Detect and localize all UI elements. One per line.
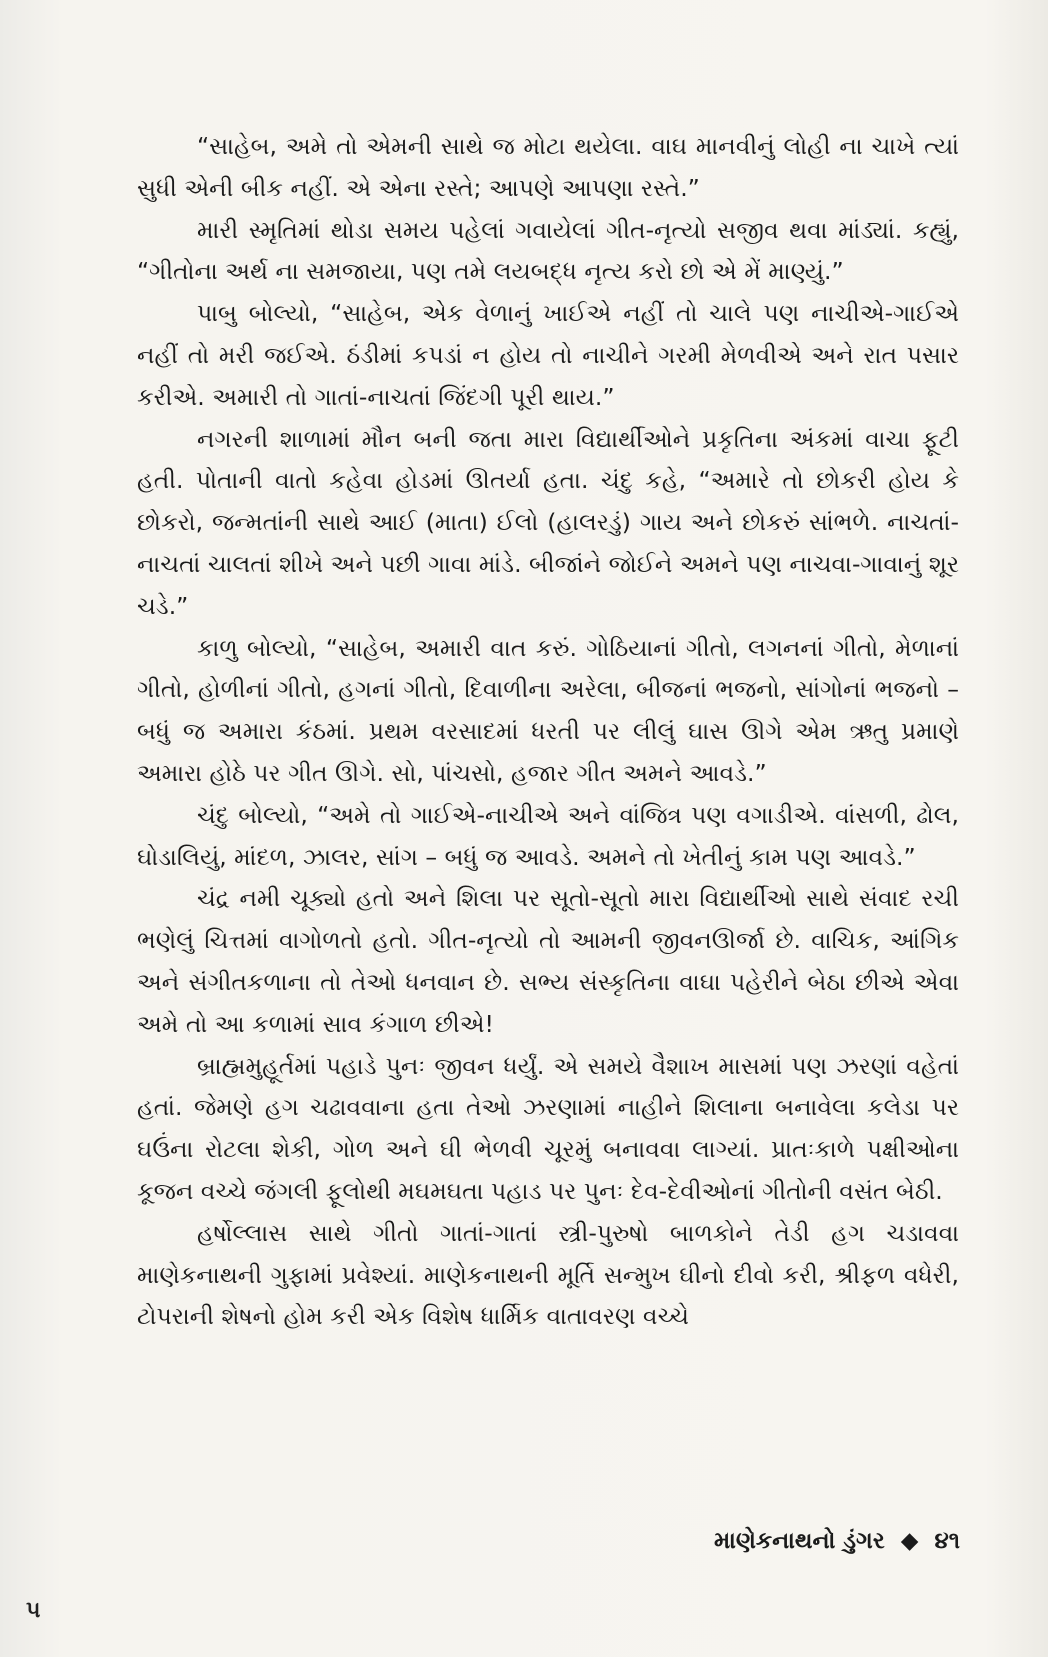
page-number: ૪૧ bbox=[934, 1528, 960, 1554]
paragraph: પાબુ બોલ્યો, “સાહેબ, એક વેળાનું ખાઈએ નહીં તો ચાલે પણ નાચીએ-ગાઈએ નહીં તો મરી જઈએ. ઠંડીમાં કપડાં ન હોય તો નાચીને ગરમી મેળવીએ અને રાત પસાર કરીએ. અમારી તો ગાતાં-નાચતાં જિંદગી પૂરી થાય.” bbox=[137, 299, 959, 411]
paragraph: ચંદુ બોલ્યો, “અમે તો ગાઈએ-નાચીએ અને વાંજિત્ર પણ વગાડીએ. વાંસળી, ઢોલ, ઘોડાલિયું, માંદળ, ઝાલર, સાંગ – બધું જ આવડે. અમને તો ખેતીનું કામ પણ આવડે.” bbox=[137, 800, 959, 871]
paragraph: મારી સ્મૃતિમાં થોડા સમય પહેલાં ગવાયેલાં ગીત-નૃત્યો સજીવ થવા માંડ્યાં. કહ્યું, “ગીતોના અર્થ ના સમજાયા, પણ તમે લયબદ્ધ નૃત્ય કરો છો એ મેં માણ્યું.” bbox=[137, 215, 959, 286]
paragraph: “સાહેબ, અમે તો એમની સાથે જ મોટા થયેલા. વાઘ માનવીનું લોહી ના ચાખે ત્યાં સુધી એની બીક નહીં. એ એના રસ્તે; આપણે આપણા રસ્તે.” bbox=[137, 132, 959, 202]
paragraph: હર્ષોલ્લાસ સાથે ગીતો ગાતાં-ગાતાં સ્ત્રી-પુરુષો બાળકોને તેડી હગ ચડાવવા માણેકનાથની ગુફામાં પ્રવેશ્યાં. માણેકનાથની મૂર્તિ સન્મુખ ઘીનો દીવો કરી, શ્રીફળ વધેરી, ટોપરાની શેષનો હોમ કરી એક વિશેષ ધાર્મિક વાતાવરણ વચ્ચે bbox=[137, 1218, 959, 1331]
body-text bbox=[137, 126, 959, 1338]
signature-mark: ૫ bbox=[26, 1598, 41, 1623]
paragraph: નગરની શાળામાં મૌન બની જતા મારા વિદ્યાર્થીઓને પ્રકૃતિના અંકમાં વાચા ફૂટી હતી. પોતાની વાતો કહેવા હોડમાં ઊતર્યા હતા. ચંદુ કહે, “અમારે તો છોકરી હોય કે છોકરો, જન્મતાંની સાથે આઈ (માતા) ઈલો (હાલરડું) ગાય અને છોકરું સાંભળે. નાચતાં-નાચતાં ચાલતાં શીખે અને પછી ગાવા માંડે. બીજાંને જોઈને અમને પણ નાચવા-ગાવાનું શૂર ચડે.” bbox=[137, 424, 959, 620]
paragraph: કાળુ બોલ્યો, “સાહેબ, અમારી વાત કરું. ગોઠિયાનાં ગીતો, લગનનાં ગીતો, મેળાનાં ગીતો, હોળીનાં ગીતો, હગનાં ગીતો, દિવાળીના અરેલા, બીજનાં ભજનો, સાંગોનાં ભજનો – બધું જ અમારા કંઠમાં. પ્રથમ વરસાદમાં ધરતી પર લીલું ઘાસ ઊગે એમ ઋતુ પ્રમાણે અમારા હોઠે પર ગીત ઊગે. સો, પાંચસો, હજાર ગીત અમને આવડે.” bbox=[137, 633, 959, 787]
chapter-title: માણેકનાથનો ડુંગર bbox=[713, 1528, 885, 1554]
paragraph: બ્રાહ્મમુહૂર્તમાં પહાડે પુનઃ જીવન ધર્યું. એ સમયે વૈશાખ માસમાં પણ ઝરણાં વહેતાં હતાં. જેમણે હગ ચઢાવવાના હતા તેઓ ઝરણામાં નાહીને શિલાના બનાવેલા કલેડા પર ઘઉંના રોટલા શેકી, ગોળ અને ઘી ભેળવી ચૂરમું બનાવવા લાગ્યાં. પ્રાતઃકાળે પક્ષીઓના કૂજન વચ્ચે જંગલી ફૂલોથી મઘમઘતા પહાડ પર પુનઃ દેવ-દેવીઓનાં ગીતોની વસંત બેઠી. bbox=[137, 1051, 959, 1205]
running-footer bbox=[600, 1528, 960, 1554]
diamond-separator-icon: ◆ bbox=[900, 1528, 919, 1554]
paragraph: ચંદ્ર નમી ચૂક્યો હતો અને શિલા પર સૂતો-સૂતો મારા વિદ્યાર્થીઓ સાથે સંવાદ રચી ભણેલું ચિત્તમાં વાગોળતો હતો. ગીત-નૃત્યો તો આમની જીવનઊર્જા છે. વાચિક, આંગિક અને સંગીતકળાના તો તેઓ ધનવાન છે. સભ્ય સંસ્કૃતિના વાઘા પહેરીને બેઠા છીએ એવા અમે તો આ કળામાં સાવ કંગાળ છીએ! bbox=[137, 884, 959, 1038]
